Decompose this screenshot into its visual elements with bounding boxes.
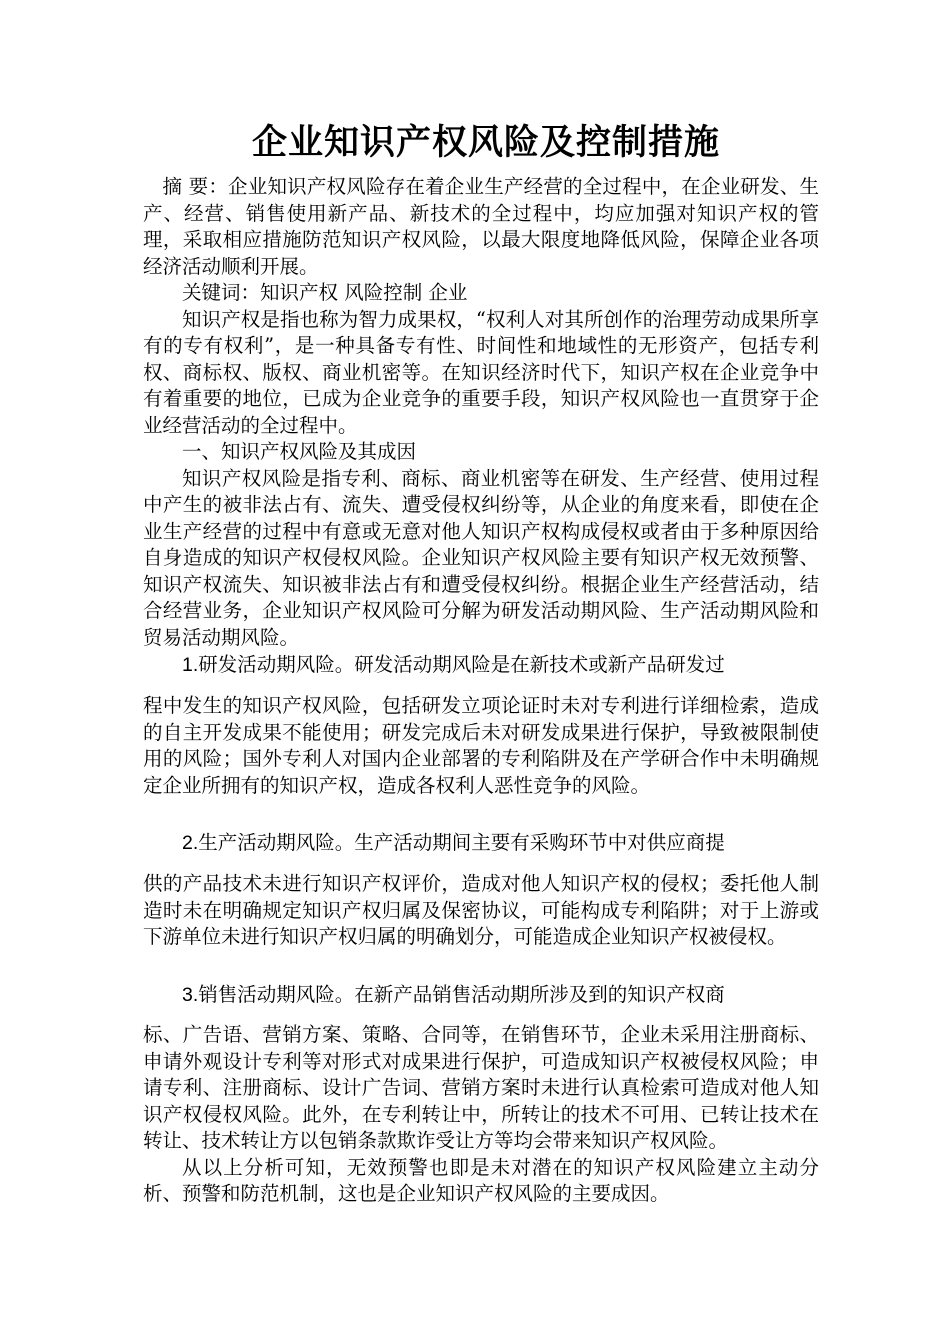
item1-first-line: [143, 652, 819, 679]
section1-heading: 一、知识产权风险及其成因: [182, 440, 417, 463]
item3-first-line-text: 销售活动期风险。在新产品销售活动期所涉及到的知识产权商: [198, 983, 725, 1006]
item1-first-line-text: 研发活动期风险。研发活动期风险是在新技术或新产品研发过: [198, 653, 725, 676]
abstract-label: 摘 要：: [162, 175, 229, 198]
item1-body: [143, 693, 819, 799]
abstract-text: 企业知识产权风险存在着企业生产经营的全过程中，在企业研发、生产、经营、销售使用新产品、新技术的全过程中，均应加强对知识产权的管理，采取相应措施防范知识产权风险，以最大限度地降低风险，保障企业各项经济活动顺利开展。: [143, 175, 819, 278]
item3-first-line: [143, 982, 819, 1009]
keywords-line: [143, 280, 819, 307]
item2-first-line: [143, 830, 819, 857]
document-title: 企业知识产权风险及控制措施: [251, 122, 720, 163]
abstract-block: [143, 174, 819, 651]
item3-number: 3.: [182, 984, 199, 1006]
item1-rest: 程中发生的知识产权风险，包括研发立项论证时未对专利进行详细检索，造成的自主开发成果不能使用；研发完成后未对研发成果进行保护，导致被限制使用的风险；国外专利人对国内企业部署的专利陷阱及在产学研合作中未明确规定企业所拥有的知识产权，造成各权利人恶性竞争的风险。: [143, 694, 819, 797]
abstract-paragraph: [143, 174, 819, 280]
item2-number: 2.: [182, 832, 199, 854]
conclusion-paragraph: 从以上分析可知，无效预警也即是未对潜在的知识产权风险建立主动分析、预警和防范机制，这也是企业知识产权风险的主要成因。: [143, 1155, 819, 1205]
item2-first-line-text: 生产活动期风险。生产活动期间主要有采购环节中对供应商提: [198, 831, 725, 854]
item2-body: [143, 871, 819, 951]
keywords-text: 知识产权 风险控制 企业: [260, 281, 468, 304]
item2-rest: 供的产品技术未进行知识产权评价，造成对他人知识产权的侵权；委托他人制造时未在明确规定知识产权归属及保密协议，可能构成专利陷阱；对于上游或下游单位未进行知识产权归属的明确划分，可能造成企业知识产权被侵权。: [143, 872, 819, 948]
item3-body: [143, 1022, 819, 1208]
item1-number: 1.: [182, 654, 199, 676]
section1-paragraph: 知识产权风险是指专利、商标、商业机密等在研发、生产经营、使用过程中产生的被非法占有、流失、遭受侵权纠纷等，从企业的角度来看，即使在企业生产经营的过程中有意或无意对他人知识产权构成侵权或者由于多种原因给自身造成的知识产权侵权风险。企业知识产权风险主要有知识产权无效预警、知识产权流失、知识被非法占有和遭受侵权纠纷。根据企业生产经营活动，结合经营业务，企业知识产权风险可分解为研发活动期风险、生产活动期风险和贸易活动期风险。: [143, 466, 819, 649]
keywords-label: 关键词：: [182, 281, 261, 304]
item3-rest: 标、广告语、营销方案、策略、合同等，在销售环节，企业未采用注册商标、申请外观设计专利等对形式对成果进行保护，可造成知识产权被侵权风险；申请专利、注册商标、设计广告词、营销方案时未进行认真检索可造成对他人知识产权侵权风险。此外，在专利转让中，所转让的技术不可用、已转让技术在转让、技术转让方以包销条款欺诈受让方等均会带来知识产权风险。: [143, 1023, 819, 1152]
intro-paragraph: 知识产权是指也称为智力成果权，“权利人对其所创作的治理劳动成果所享有的专有权利”，是一种具备专有性、时间性和地域性的无形资产，包括专利权、商标权、版权、商业机密等。在知识经济时代下，知识产权在企业竞争中有着重要的地位，已成为企业竞争的重要手段，知识产权风险也一直贯穿于企业经营活动的全过程中。: [143, 307, 819, 437]
